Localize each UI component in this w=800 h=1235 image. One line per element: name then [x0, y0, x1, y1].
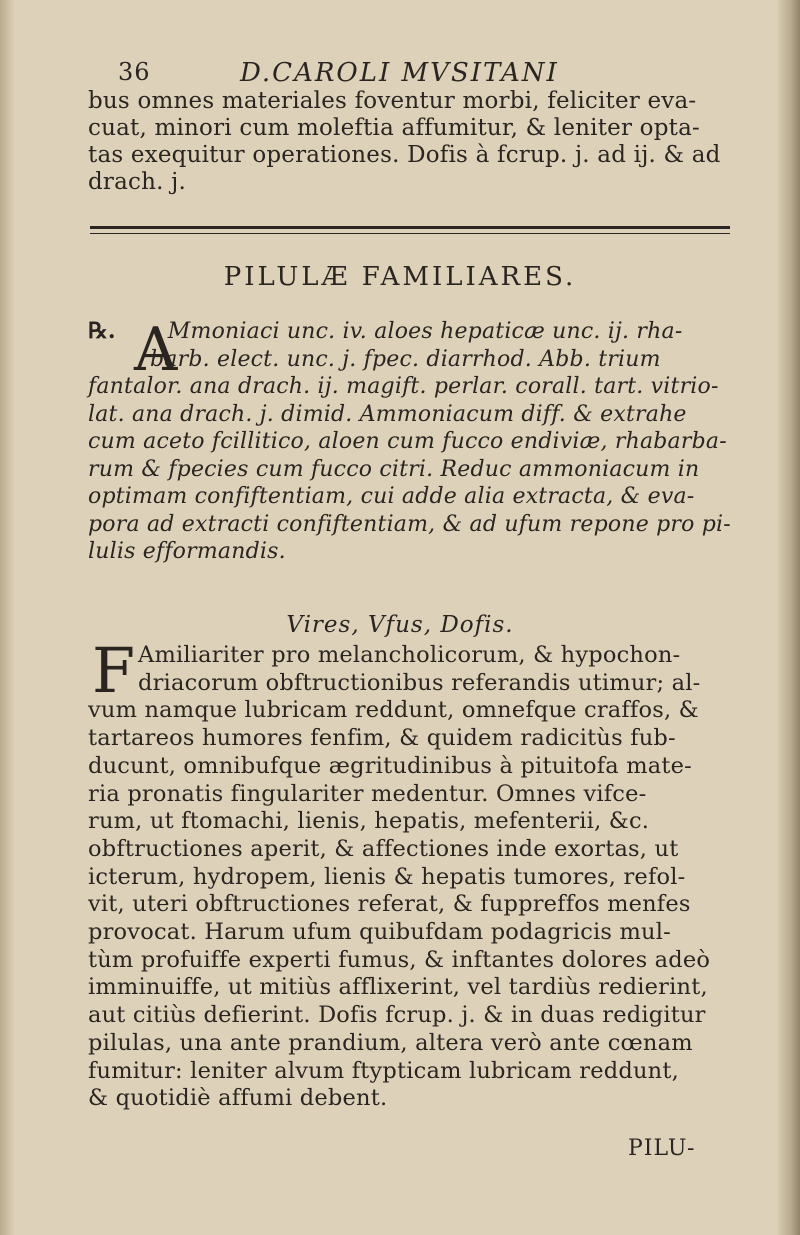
subheading: Vires, Vfus, Dofis.: [286, 612, 514, 638]
text-line: icterum, hydropem, lienis & hepatis tumores, refol-: [88, 863, 686, 890]
text-line: vum namque lubricam reddunt, omnefque craffos, &: [88, 697, 699, 724]
text-line: obftructiones aperit, & affectiones inde exortas, ut: [88, 835, 679, 862]
text-line: provocat. Harum ufum quibufdam podagricis mul-: [88, 919, 671, 946]
text-line: ria pronatis fingulariter medentur. Omnes vifce-: [88, 780, 647, 807]
text-line: lulis efformandis.: [88, 539, 286, 564]
body-dropcap: F: [92, 634, 136, 707]
body-paragraph: [88, 634, 738, 1113]
text-line: Amiliariter pro melancholicorum, & hypochon-: [138, 642, 681, 668]
text-line: cum aceto fcillitico, aloen cum fucco endiviæ, rhabarba-: [88, 429, 727, 454]
text-line: vit, uteri obftructiones referat, & fuppreffos menfes: [88, 891, 691, 918]
text-line: imminuiffe, ut mitiùs afflixerint, vel tardiùs redierint,: [88, 974, 708, 1001]
recipe-paragraph: [88, 315, 738, 566]
text-line: lat. ana drach. j. dimid. Ammoniacum diff. & extrahe: [88, 401, 687, 427]
text-line: optimam confiftentiam, cui adde alia extracta, & eva-: [88, 484, 695, 509]
section-rule: [90, 226, 730, 234]
page-number: 36: [118, 58, 151, 86]
text-line: driacorum obftructionibus referandis utimur; al-: [138, 669, 701, 696]
recipe-line-text: Mmoniaci unc. iv. aloes hepaticæ unc. ij. rha-: [167, 319, 683, 344]
text-line: fantalor. ana drach. ij. magift. perlar. corall. tart. vitrio-: [88, 374, 719, 399]
text-line: [88, 318, 738, 346]
text-line: barb. elect. unc. j. fpec. diarrhod. Abb. trium: [150, 346, 661, 372]
catchword: PILU-: [628, 1136, 696, 1161]
intro-paragraph: [88, 88, 738, 196]
recipe-dropcap: A: [134, 315, 178, 385]
text-line: & quotidiè affumi debent.: [88, 1085, 388, 1112]
text-line: tùm profuiffe experti fumus, & inftantes dolores adeò: [88, 946, 711, 973]
running-head: [0, 58, 800, 88]
text-line: rum, ut ftomachi, lienis, hepatis, mefenterii, &c.: [88, 808, 650, 835]
text-line: bus omnes materiales foventur morbi, feliciter eva-: [88, 88, 697, 114]
text-line: cuat, minori cum moleftia affumitur, & leniter opta-: [88, 115, 700, 141]
text-line: pilulas, una ante prandium, altera verò ante cœnam: [88, 1029, 693, 1056]
text-line: pora ad extracti confiftentiam, & ad ufum repone pro pi-: [88, 511, 731, 537]
recipe-symbol: ℞.: [88, 318, 116, 344]
text-line: drach. j.: [88, 169, 186, 195]
text-line: tartareos humores fenfim, & quidem radicitùs fub-: [88, 725, 676, 752]
section-title: PILULÆ FAMILIARES.: [223, 262, 577, 292]
text-line: ducunt, omnibufque ægritudinibus à pituitofa mate-: [88, 752, 692, 779]
text-line: fumitur: leniter alvum ftypticam lubricam reddunt,: [88, 1057, 679, 1084]
text-line: rum & fpecies cum fucco citri. Reduc ammoniacum in: [88, 456, 700, 482]
text-line: tas exequitur operationes. Dofis à fcrup. j. ad ij. & ad: [88, 142, 721, 168]
text-line: aut citiùs defierint. Dofis fcrup. j. & in duas redigitur: [88, 1002, 706, 1029]
running-title: D.CAROLI MVSITANI: [240, 58, 559, 88]
